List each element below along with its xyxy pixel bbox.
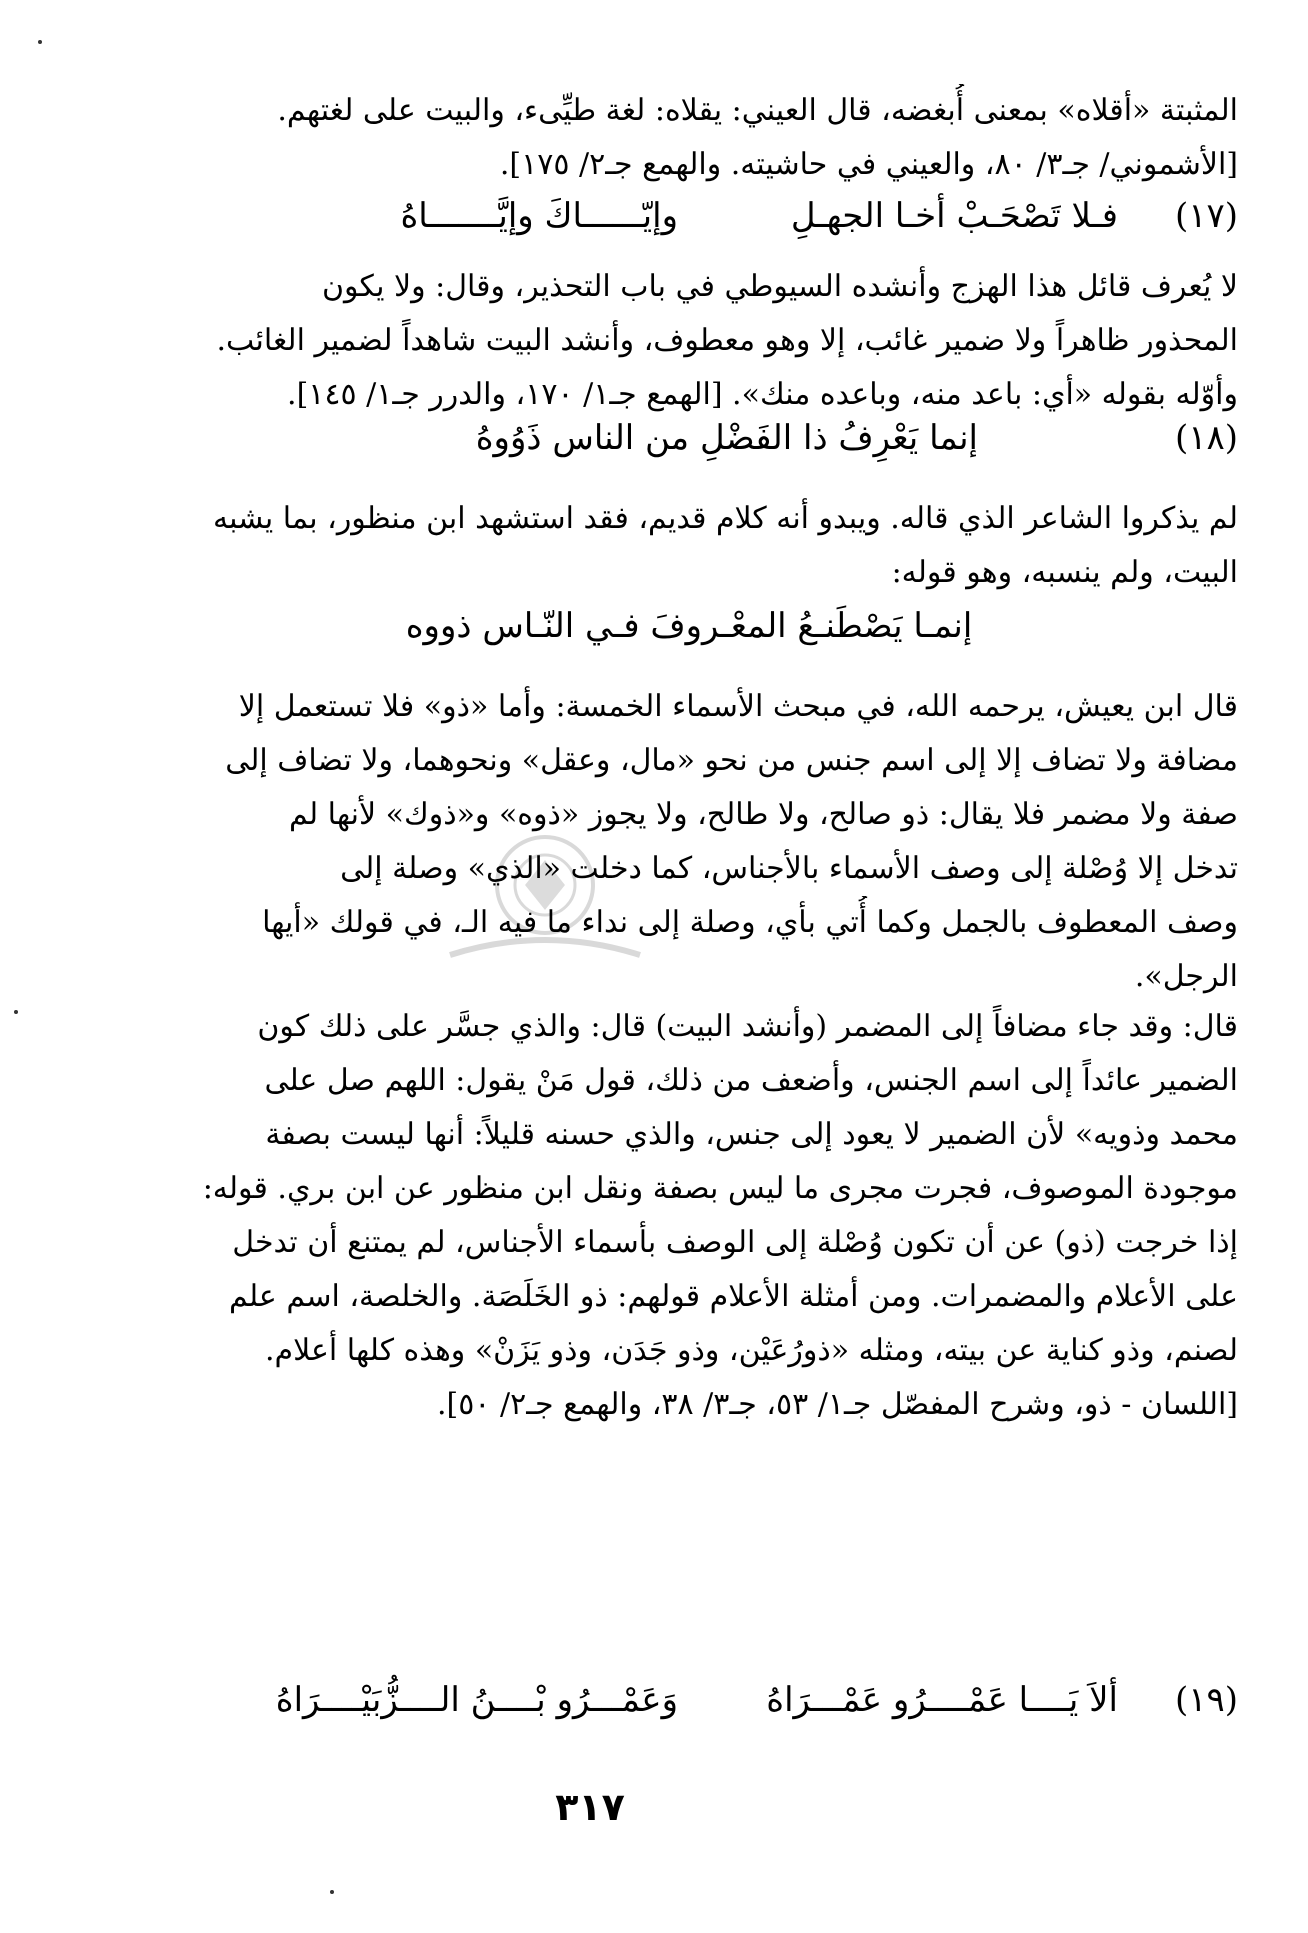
quoted-verse: إنمـا يَصْطَنـعُ المعْـروفَ فـي النّـاس ذووه <box>405 606 973 646</box>
text-line: لا يُعرف قائل هذا الهزج وأنشده السيوطي في باب التحذير، وقال: ولا يكون <box>322 269 1238 304</box>
text-line: وصف المعطوف بالجمل وكما أُتي بأي، وصلة إلى نداء ما فيه الـ، في قولك «أيها <box>262 905 1238 940</box>
verse-number: (١٧) <box>1174 196 1238 236</box>
scan-speck <box>38 40 42 44</box>
paragraph-1 <box>140 84 1238 192</box>
paragraph-4 <box>140 680 1238 1004</box>
text-line: البيت، ولم ينسبه، وهو قوله: <box>891 555 1238 590</box>
verse-first-hemistich: فـلا تَصْحَـبْ أخـا الجهـلِ <box>790 196 1118 236</box>
text-line: إذا خرجت (ذو) عن أن تكون وُصْلة إلى الوصف بأسماء الأجناس، لم يمتنع أن تدخل <box>232 1225 1238 1260</box>
scan-speck <box>14 1010 18 1014</box>
text-line: موجودة الموصوف، فجرت مجرى ما ليس بصفة ونقل ابن منظور عن ابن بري. قوله: <box>202 1171 1238 1206</box>
text-line: الرجل». <box>1134 959 1238 994</box>
text-line: صفة ولا مضمر فلا يقال: ذو صالح، ولا طالح، ولا يجوز «ذوه» و«ذوك» لأنها لم <box>289 797 1238 832</box>
paragraph-3 <box>140 492 1238 600</box>
text-line: لصنم، وذو كناية عن بيته، ومثله «ذورُعَيْن، وذو جَدَن، وذو يَزَنْ» وهذه كلها أعلام. <box>265 1333 1238 1368</box>
text-line: [الأشموني/ جـ٣/ ٨٠، والعيني في حاشيته. والهمع جـ٢/ ١٧٥]. <box>499 147 1238 182</box>
text-line: على الأعلام والمضمرات. ومن أمثلة الأعلام قولهم: ذو الخَلَصَة. والخلصة، اسم علم <box>229 1279 1238 1314</box>
text-line: تدخل إلا وُصْلة إلى وصف الأسماء بالأجناس، كما دخلت «الذي» وصلة إلى <box>340 851 1238 886</box>
text-line: قال: وقد جاء مضافاً إلى المضمر (وأنشد البيت) قال: والذي جسَّر على ذلك كون <box>257 1009 1238 1044</box>
text-line: مضافة ولا تضاف إلا إلى اسم جنس من نحو «مال، وعقل» ونحوهما، ولا تضاف إلى <box>225 743 1238 778</box>
text-line: لم يذكروا الشاعر الذي قاله. ويبدو أنه كلام قديم، فقد استشهد ابن منظور، بما يشبه <box>212 501 1238 536</box>
verse-number: (١٩) <box>1174 1680 1238 1720</box>
scan-speck <box>330 1890 334 1894</box>
page-number: ٣١٧ <box>555 1785 625 1829</box>
verse-first-hemistich: ألاَ يَــــا عَمْــــرُو عَمْـــرَاهُ <box>766 1680 1118 1720</box>
verse-second-hemistich: وَعَمْـــرُو بْــــنُ الــــزُّبَيْــــرَاهُ <box>275 1680 678 1720</box>
paragraph-2 <box>140 260 1238 422</box>
verse-second-hemistich: وإيّــــــاكَ وإيَّـــــــاهُ <box>400 196 678 236</box>
verse-17 <box>140 196 1238 246</box>
verse-text: إنما يَعْرِفُ ذا الفَضْلِ من الناس ذَوُوهُ <box>475 418 978 458</box>
text-line: وأوّله بقوله «أي: باعد منه، وباعده منك». [الهمع جـ١/ ١٧٠، والدرر جـ١/ ١٤٥]. <box>287 377 1238 412</box>
text-line: محمد وذويه» لأن الضمير لا يعود إلى جنس، والذي حسنه قليلاً: أنها ليست بصفة <box>265 1117 1238 1152</box>
verse-18 <box>140 418 1238 468</box>
text-line: [اللسان - ذو، وشرح المفصّل جـ١/ ٥٣، جـ٣/ ٣٨، والهمع جـ٢/ ٥٠]. <box>436 1387 1238 1422</box>
text-line: المحذور ظاهراً ولا ضمير غائب، إلا وهو معطوف، وأنشد البيت شاهداً لضمير الغائب. <box>216 323 1238 358</box>
text-line: الضمير عائداً إلى اسم الجنس، وأضعف من ذلك، قول مَنْ يقول: اللهم صل على <box>264 1063 1238 1098</box>
paragraph-5 <box>140 1000 1238 1432</box>
verse-19 <box>140 1680 1238 1730</box>
text-line: المثبتة «أقلاه» بمعنى أُبغضه، قال العيني: يقلاه: لغة طيِّىء، والبيت على لغتهم. <box>277 93 1238 128</box>
verse-number: (١٨) <box>1174 418 1238 458</box>
text-line: قال ابن يعيش، يرحمه الله، في مبحث الأسماء الخمسة: وأما «ذو» فلا تستعمل إلا <box>238 689 1238 724</box>
